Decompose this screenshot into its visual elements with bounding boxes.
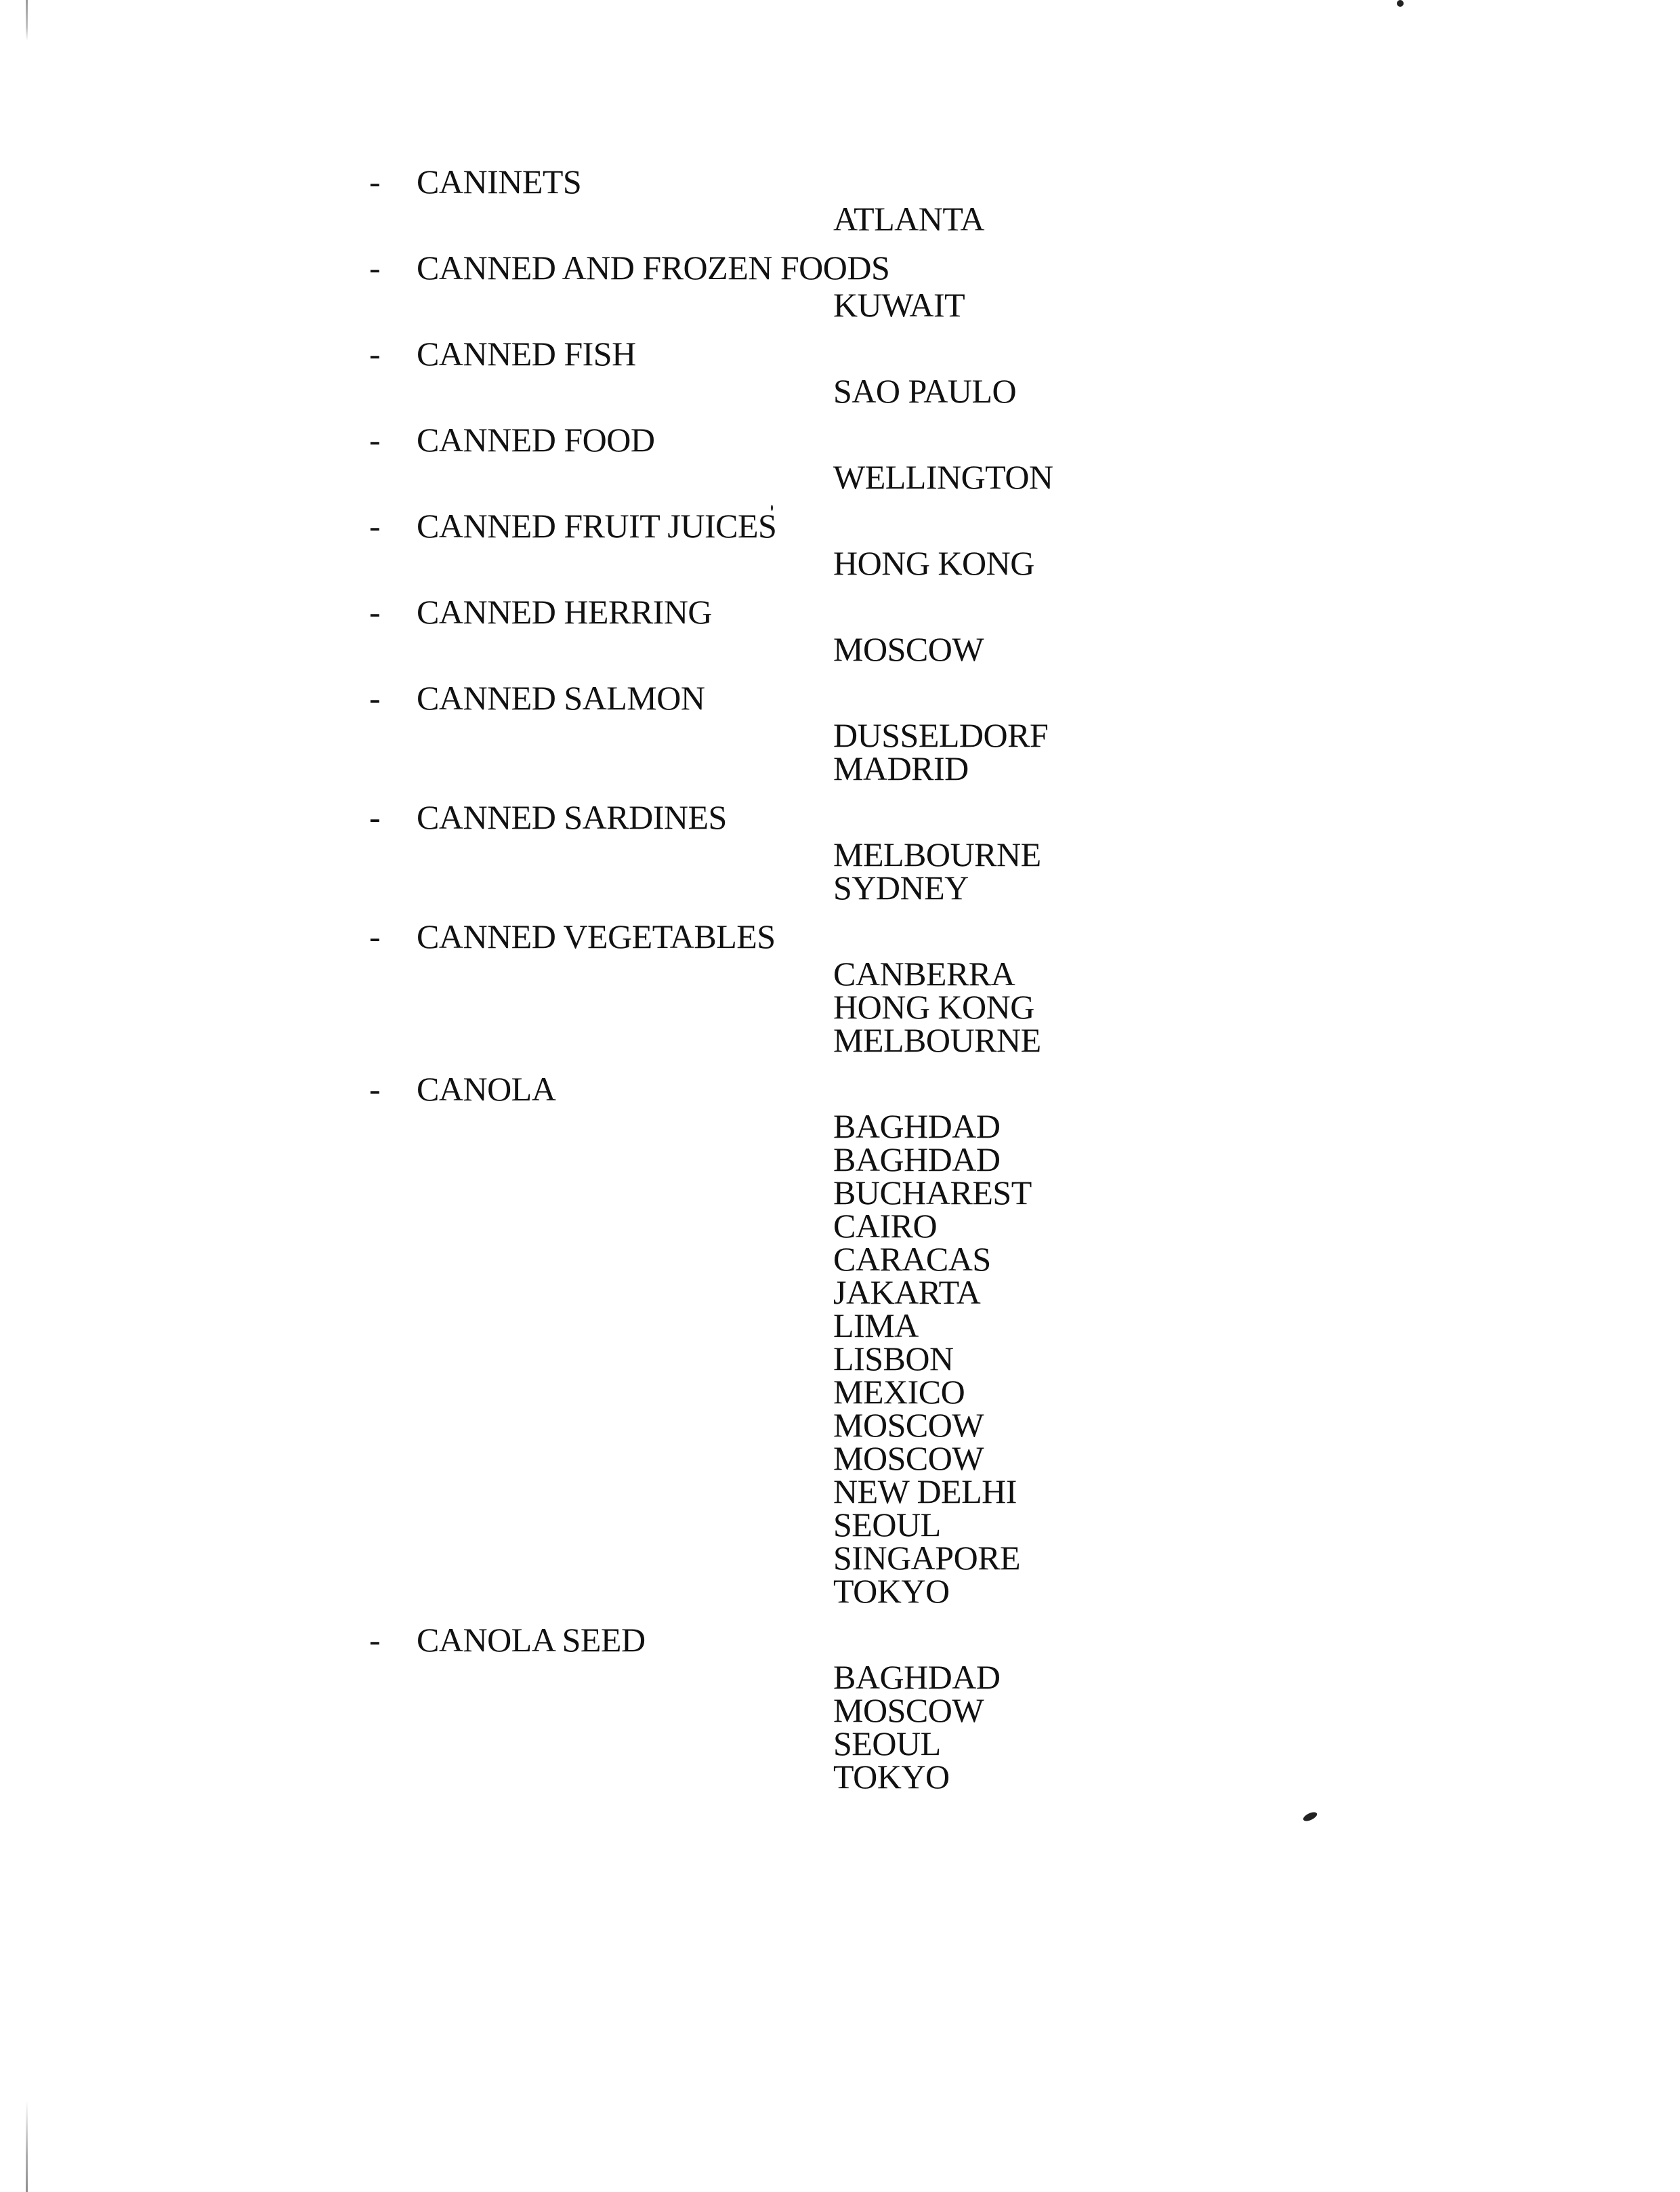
commodity-entry [369, 251, 1250, 322]
commodity-name: CANOLA SEED [417, 1621, 646, 1659]
commodity-list [369, 165, 1250, 1808]
list-dash: - [369, 163, 381, 201]
commodity-row [369, 1623, 1250, 1657]
city-name: LISBON [833, 1340, 954, 1378]
commodity-name: CANNED SALMON [417, 679, 705, 717]
city-name: TOKYO [833, 1758, 950, 1796]
list-dash: - [369, 593, 381, 631]
list-dash: - [369, 917, 381, 955]
city-name: HONG KONG [833, 544, 1034, 582]
city-name: CANBERRA [833, 955, 1015, 993]
commodity-row [369, 800, 1250, 834]
commodity-name: CANNED HERRING [417, 593, 713, 631]
commodity-name: CANNED FISH [417, 335, 636, 373]
city-name: MOSCOW [833, 630, 984, 668]
commodity-row [369, 251, 1250, 285]
commodity-entry [369, 509, 1250, 580]
commodity-entry [369, 337, 1250, 408]
city-name: SYDNEY [833, 869, 969, 907]
commodity-name: CANOLA [417, 1070, 556, 1108]
city-name: SEOUL [833, 1506, 941, 1544]
commodity-entry [369, 165, 1250, 236]
list-dash: - [369, 335, 381, 373]
city-name: DUSSELDORF [833, 716, 1049, 754]
city-name: SINGAPORE [833, 1539, 1021, 1577]
city-name: MADRID [833, 749, 969, 787]
list-dash: - [369, 798, 381, 836]
commodity-row [369, 1072, 1250, 1106]
commodity-entry [369, 1072, 1250, 1608]
city-name: KUWAIT [833, 286, 965, 324]
commodity-name: CANNED FOOD [417, 421, 655, 459]
list-dash: - [369, 249, 381, 287]
commodity-entry [369, 919, 1250, 1057]
scan-speck [1302, 1811, 1318, 1823]
commodity-entry [369, 423, 1250, 494]
city-list [369, 372, 1250, 410]
commodity-name: CANINETS [417, 163, 582, 201]
city-list [369, 458, 1250, 496]
commodity-entry [369, 595, 1250, 666]
city-name: HONG KONG [833, 988, 1034, 1026]
city-name: SAO PAULO [833, 372, 1017, 410]
city-list [369, 544, 1250, 582]
city-name: MOSCOW [833, 1691, 984, 1729]
list-dash: - [369, 421, 381, 459]
city-list [369, 835, 1250, 907]
commodity-name: CANNED VEGETABLES [417, 917, 776, 955]
city-list [369, 286, 1250, 324]
city-name: WELLINGTON [833, 458, 1053, 496]
city-name: CAIRO [833, 1207, 938, 1245]
city-name: SEOUL [833, 1724, 941, 1762]
scan-speck [1397, 0, 1404, 7]
commodity-row [369, 509, 1250, 543]
city-list [369, 716, 1250, 787]
city-name: MELBOURNE [833, 1021, 1041, 1059]
city-name: ATLANTA [833, 200, 985, 238]
commodity-row [369, 919, 1250, 953]
list-dash: - [369, 1070, 381, 1108]
city-list [369, 200, 1250, 238]
city-name: BAGHDAD [833, 1140, 1001, 1178]
commodity-entry [369, 800, 1250, 905]
commodity-row [369, 165, 1250, 199]
city-name: MEXICO [833, 1373, 965, 1411]
commodity-name: CANNED FRUIT JUICES [417, 507, 777, 545]
scan-edge-line [26, 0, 28, 2192]
commodity-entry [369, 1623, 1250, 1794]
commodity-row [369, 337, 1250, 371]
city-name: CARACAS [833, 1240, 991, 1278]
list-dash: - [369, 1621, 381, 1659]
city-name: BAGHDAD [833, 1107, 1001, 1145]
commodity-row [369, 681, 1250, 715]
list-dash: - [369, 679, 381, 717]
city-list [369, 1658, 1250, 1796]
commodity-row [369, 595, 1250, 629]
commodity-name: CANNED SARDINES [417, 798, 727, 836]
city-name: MOSCOW [833, 1406, 984, 1444]
commodity-row [369, 423, 1250, 457]
list-dash: - [369, 507, 381, 545]
city-list [369, 957, 1250, 1057]
city-name: MOSCOW [833, 1439, 984, 1477]
commodity-entry [369, 681, 1250, 785]
city-name: NEW DELHI [833, 1472, 1017, 1510]
city-name: JAKARTA [833, 1273, 981, 1311]
city-name: BAGHDAD [833, 1658, 1001, 1696]
city-list [369, 1107, 1250, 1610]
city-name: LIMA [833, 1306, 919, 1344]
city-name: TOKYO [833, 1572, 950, 1610]
city-name: MELBOURNE [833, 835, 1041, 873]
commodity-name: CANNED AND FROZEN FOODS [417, 249, 890, 287]
city-list [369, 630, 1250, 668]
city-name: BUCHAREST [833, 1174, 1032, 1212]
